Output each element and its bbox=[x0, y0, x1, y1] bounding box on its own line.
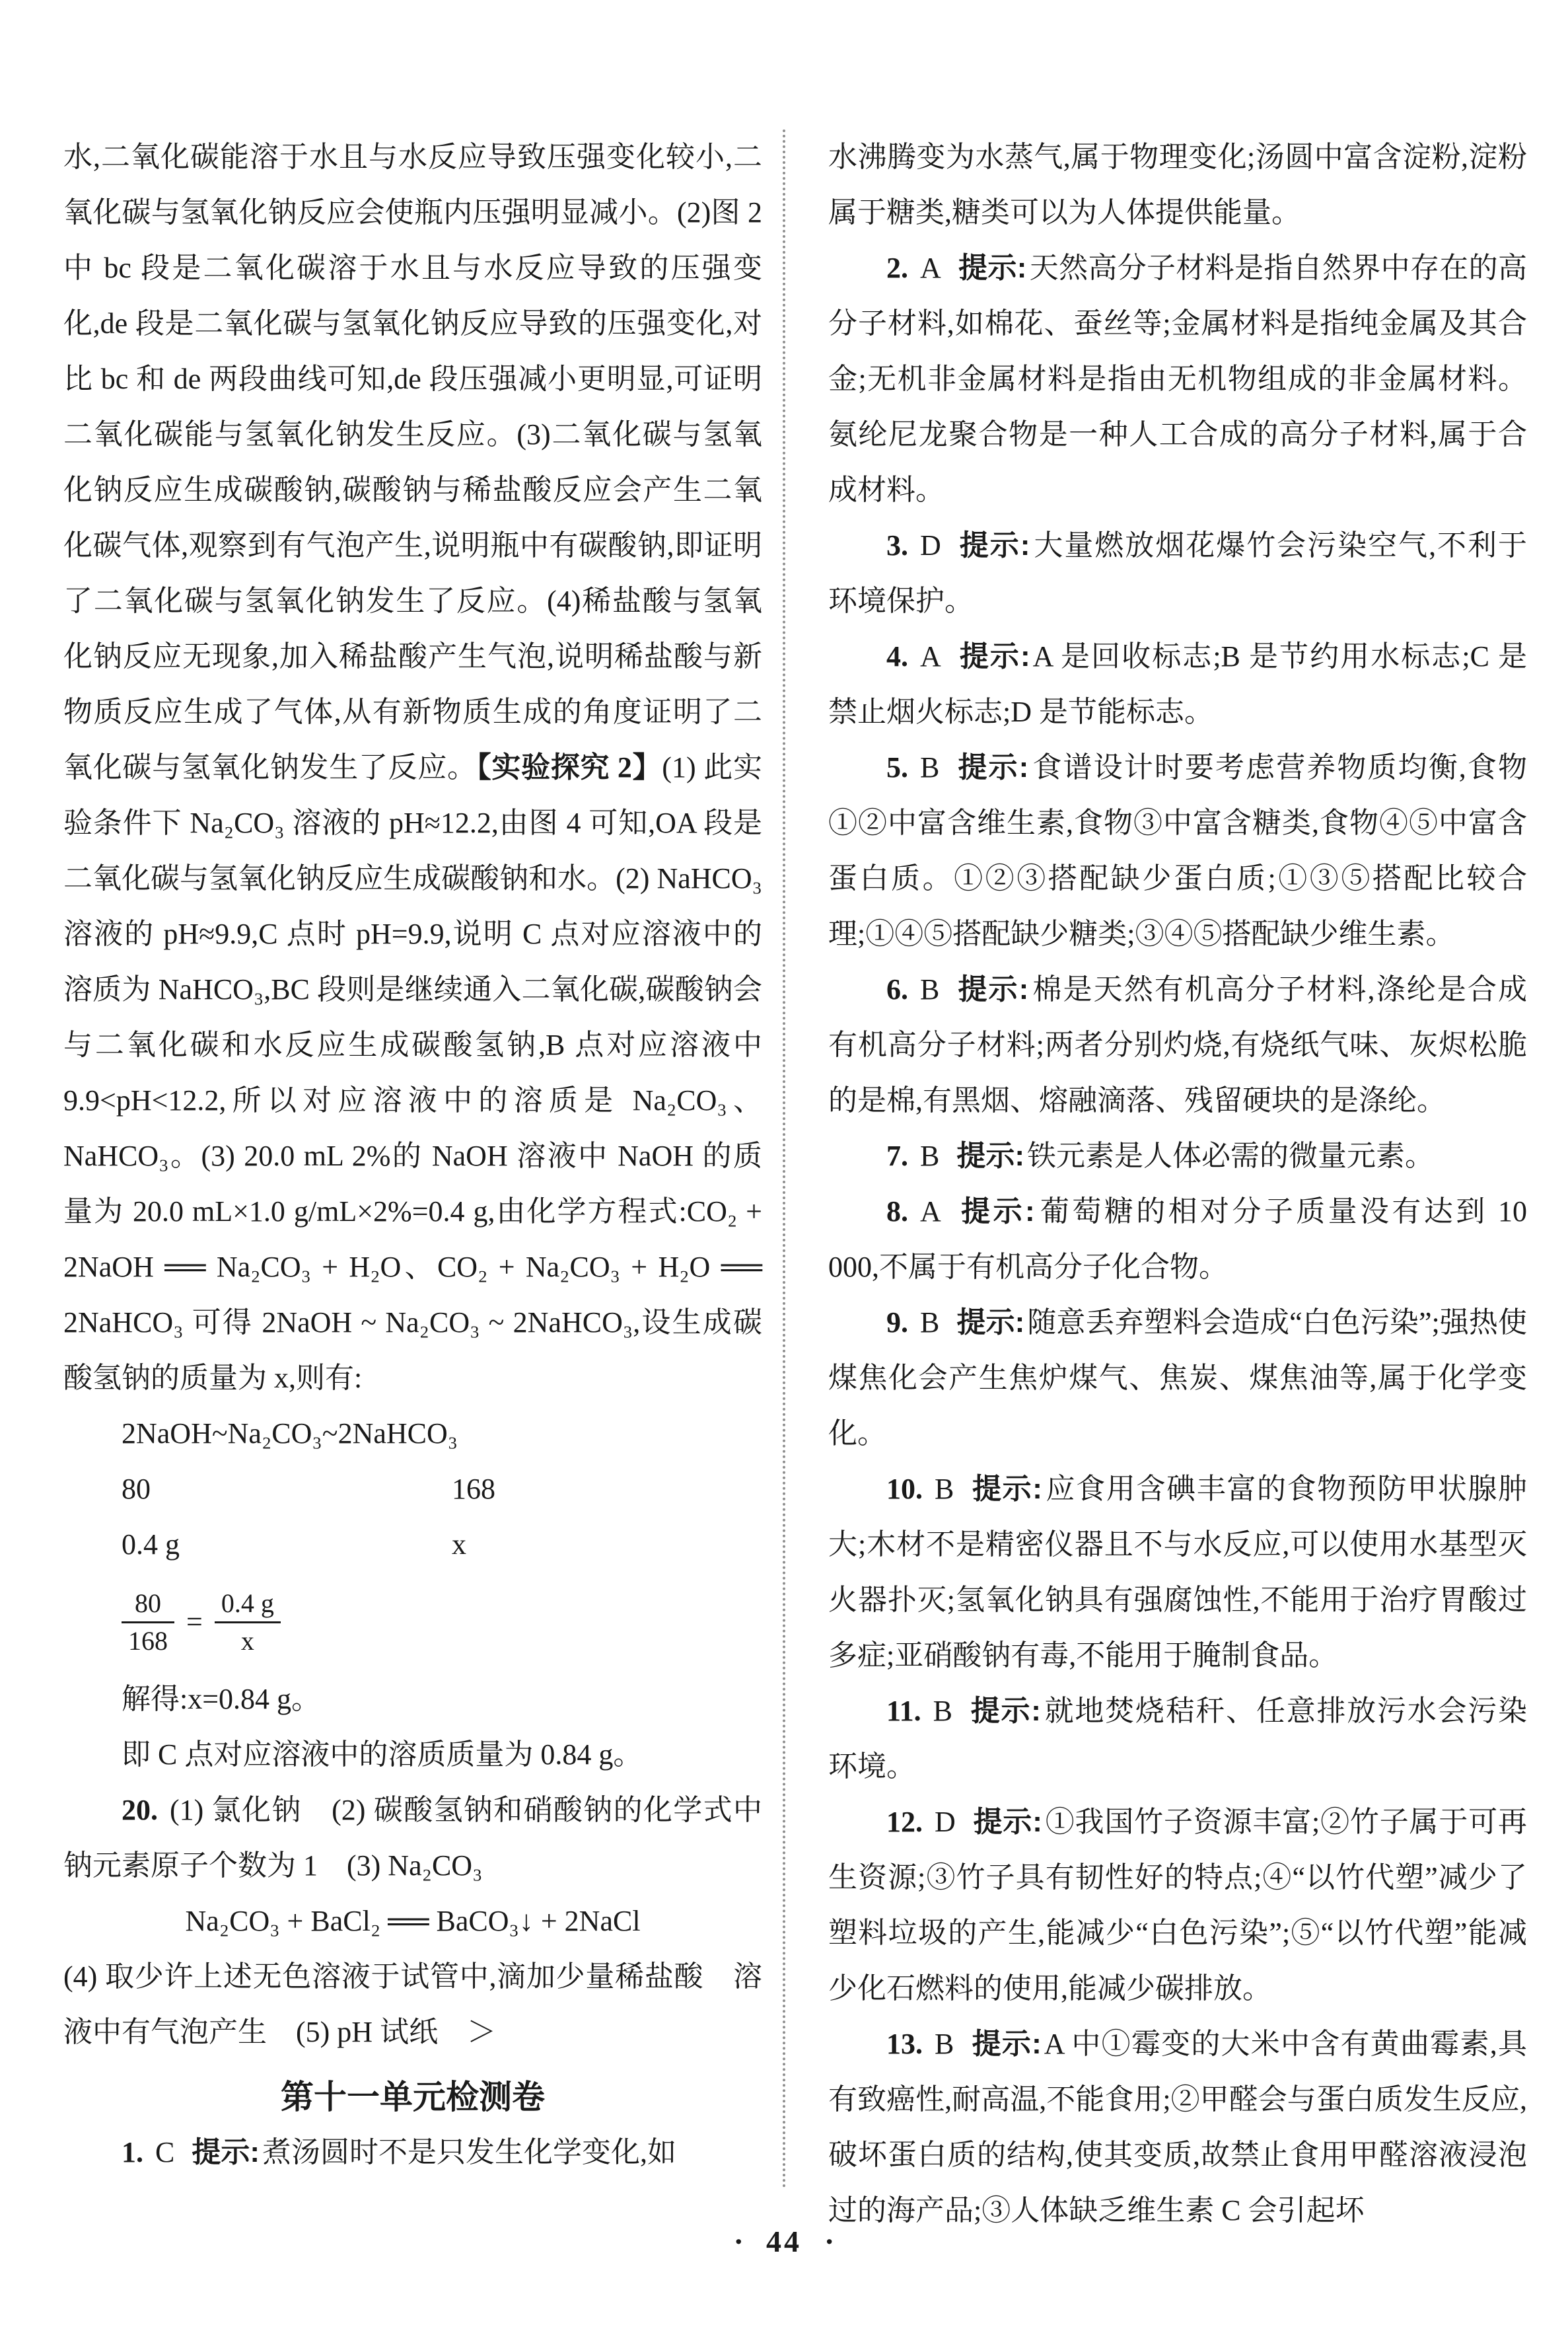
item-text: 就地焚烧秸秆、任意排放污水会污染环境。 bbox=[828, 1695, 1528, 1783]
item-number: 3. bbox=[886, 529, 908, 562]
continuation-paragraph: 水沸腾变为水蒸气,属于物理变化;汤圆中富含淀粉,淀粉属于糖类,糖类可以为人体提供能量。 bbox=[828, 141, 1527, 229]
answer-item-6 bbox=[828, 962, 1527, 1128]
right-column bbox=[828, 129, 1527, 2238]
page-number: 44 bbox=[766, 2225, 802, 2258]
item-number: 12. bbox=[886, 1806, 923, 1838]
item-answer: B bbox=[935, 2028, 954, 2060]
item-answer: A bbox=[920, 1195, 941, 1228]
item-answer: A bbox=[920, 252, 941, 284]
item-answer: D bbox=[920, 529, 941, 562]
experiment-explore-2-label: 【实验探究 2】 bbox=[476, 751, 662, 784]
fraction-right-denominator: x bbox=[240, 1625, 254, 1656]
item-text: 煮汤圆时不是只发生化学变化,如 bbox=[262, 2136, 677, 2168]
tip-label: 提示: bbox=[956, 751, 1029, 784]
explanation-paragraph bbox=[63, 129, 762, 1406]
item-number: 6. bbox=[886, 973, 908, 1006]
item-text: (4) 取少许上述无色溶液于试管中,滴加少量稀盐酸 溶液中有气泡产生 (5) pH 试纸 bbox=[63, 1960, 762, 2048]
equals-sign: = bbox=[186, 1605, 203, 1638]
fraction-left bbox=[122, 1586, 174, 1659]
answer-item-1 bbox=[63, 2125, 762, 2180]
item-number: 13. bbox=[886, 2028, 923, 2060]
item-answer: A bbox=[920, 640, 941, 673]
item-text: (1) 氯化钠 (2) 碳酸氢钠和硝酸钠的化学式中钠元素原子个数为 1 (3) Na₂CO₃ bbox=[63, 1794, 762, 1882]
tip-label: 提示: bbox=[971, 2028, 1042, 2060]
answer-item-5 bbox=[828, 740, 1527, 962]
tip-label: 提示: bbox=[969, 1695, 1041, 1727]
item-answer: D bbox=[935, 1806, 956, 1838]
tip-label: 提示: bbox=[956, 1306, 1025, 1339]
fraction-left-numerator: 80 bbox=[122, 1586, 174, 1623]
answer-item-11 bbox=[828, 1683, 1527, 1794]
item-answer: B bbox=[933, 1695, 952, 1727]
tip-label: 提示: bbox=[956, 973, 1029, 1006]
conclusion-line: 即 C 点对应溶液中的溶质质量为 0.84 g。 bbox=[122, 1738, 643, 1771]
footer-dot-right: · bbox=[824, 2225, 835, 2258]
item-text: 随意丢弃塑料会造成“白色污染”;强热使煤焦化会产生焦炉煤气、焦炭、煤焦油等,属于化学变化。 bbox=[828, 1306, 1527, 1450]
item-text: A 是回收标志;B 是节约用水标志;C 是禁止烟火标志;D 是节能标志。 bbox=[828, 640, 1528, 728]
tip-label: 提示: bbox=[958, 1195, 1035, 1228]
item-text: 应食用含碘丰富的食物预防甲状腺肿大;木材不是精密仪器且不与水反应,可以使用水基型灭火器扑灭;氢氧化钠具有强腐蚀性,不能用于治疗胃酸过多症;亚硝酸钠有毒,不能用于腌制食品。 bbox=[828, 1473, 1527, 1672]
item-number: 7. bbox=[886, 1140, 908, 1172]
flow-text-2: (1) 此实验条件下 Na₂CO₃ 溶液的 pH≈12.2,由图 4 可知,OA 段是二氧化碳与氢氧化钠反应生成碳酸钠和水。(2) NaHCO₃ 溶液的 pH≈9.9,C 点时 pH=9.9,说明 C 点对应溶液中的溶质为 NaHCO₃,BC 段则是继续通入二氧化碳,碳酸钠会与二氧化碳和水反应生成碳酸氢钠,B 点对应溶液中 9.9<pH<12.2,所以对应溶液中的溶质是 Na₂CO₃、NaHCO₃。(3) 20.0 mL 2%的 NaOH 溶液中 NaOH 的质量为 20.0 mL×1.0 g/mL×2%=0.4 g,由化学方程式:CO₂ + 2NaOH ══ Na₂CO₃ + H₂O、CO₂ + Na₂CO₃ + H₂O ══ 2NaHCO₃ 可得 2NaOH ~ Na₂CO₃ ~ 2NaHCO₃,设生成碳酸氢钠的质量为 x,则有: bbox=[63, 751, 762, 1394]
item-number: 10. bbox=[886, 1473, 923, 1505]
tip-label: 提示: bbox=[958, 529, 1030, 562]
item-text: 食谱设计时要考虑营养物质均衡,食物①②中富含维生素,食物③中富含糖类,食物④⑤中富含蛋白质。①②③搭配缺少蛋白质;①③⑤搭配比较合理;①④⑤搭配缺少糖类;③④⑤搭配缺少维生素。 bbox=[828, 751, 1527, 950]
item-number: 8. bbox=[886, 1195, 908, 1228]
item-number: 20. bbox=[122, 1794, 158, 1826]
proportion-equation bbox=[63, 1572, 762, 1672]
answer-item-9 bbox=[828, 1295, 1527, 1461]
item-text: 棉是天然有机高分子材料,涤纶是合成有机高分子材料;两者分别灼烧,有烧纸气味、灰烬松脆的是棉,有黑烟、熔融滴落、残留硬块的是涤纶。 bbox=[828, 973, 1527, 1117]
tip-label: 提示: bbox=[958, 640, 1030, 673]
item-text: 大量燃放烟花爆竹会污染空气,不利于环境保护。 bbox=[828, 529, 1528, 617]
item-answer: B bbox=[920, 751, 940, 784]
tip-label: 提示: bbox=[971, 1473, 1042, 1505]
section-header: 第十一单元检测卷 bbox=[281, 2079, 545, 2116]
molar-mass-nahco3: 168 bbox=[452, 1473, 495, 1505]
column-divider bbox=[783, 129, 785, 2190]
tip-label: 提示: bbox=[956, 1140, 1025, 1172]
item-number: 4. bbox=[886, 640, 908, 673]
item-number: 2. bbox=[886, 252, 908, 284]
actual-mass-naoh: 0.4 g bbox=[122, 1528, 180, 1561]
answer-item-12 bbox=[828, 1794, 1527, 2016]
answer-item-7 bbox=[828, 1128, 1527, 1184]
tip-label: 提示: bbox=[958, 252, 1027, 284]
item-answer: B bbox=[935, 1473, 954, 1505]
stoichiometry-actual-masses bbox=[63, 1517, 762, 1572]
item-text: ①我国竹子资源丰富;②竹子属于可再生资源;③竹子具有韧性好的特点;④“以竹代塑”减少了塑料垃圾的产生,能减少“白色污染”;⑤“以竹代塑”能减少化石燃料的使用,能减少碳排放。 bbox=[828, 1806, 1527, 2005]
item-answer: B bbox=[920, 1306, 940, 1339]
answer-item-20-continued bbox=[63, 1949, 762, 2060]
page-footer bbox=[0, 2224, 1568, 2259]
item-text: A 中①霉变的大米中含有黄曲霉素,具有致癌性,耐高温,不能食用;②甲醛会与蛋白质发生反应,破坏蛋白质的结构,使其变质,故禁止食用甲醛溶液浸泡过的海产品;③人体缺乏维生素 C 会引起坏 bbox=[828, 2028, 1527, 2227]
stoichiometry-molar-masses bbox=[63, 1461, 762, 1517]
solve-result: 解得:x=0.84 g。 bbox=[122, 1683, 321, 1715]
stoichiometry-relation: 2NaOH~Na₂CO₃~2NaHCO₃ bbox=[122, 1417, 458, 1450]
flow-text-1: 水,二氧化碳能溶于水且与水反应导致压强变化较小,二氧化碳与氢氧化钠反应会使瓶内压强明显减小。(2)图 2 中 bc 段是二氧化碳溶于水且与水反应导致的压强变化,de 段是二氧化碳与氢氧化钠反应导致的压强变化,对比 bc 和 de 两段曲线可知,de 段压强减小更明显,可证明二氧化碳能与氢氧化钠发生反应。(3)二氧化碳与氢氧化钠反应生成碳酸钠,碳酸钠与稀盐酸反应会产生二氧化碳气体,观察到有气泡产生,说明瓶中有碳酸钠,即证明了二氧化碳与氢氧化钠发生了反应。(4)稀盐酸与氢氧化钠反应无现象,加入稀盐酸产生气泡,说明稀盐酸与新物质反应生成了气体,从有新物质生成的角度证明了二氧化碳与氢氧化钠发生了反应。 bbox=[63, 141, 762, 784]
answer-item-3 bbox=[828, 518, 1527, 629]
fraction-left-denominator: 168 bbox=[128, 1625, 168, 1656]
item-number: 11. bbox=[886, 1695, 921, 1727]
left-column bbox=[63, 129, 762, 2180]
continuation-mark: ＞ bbox=[467, 2016, 497, 2048]
chemical-equation: Na₂CO₃ + BaCl₂ ══ BaCO₃↓ + 2NaCl bbox=[185, 1905, 641, 1937]
item-text: 葡萄糖的相对分子质量没有达到 10 000,不属于有机高分子化合物。 bbox=[828, 1195, 1528, 1283]
item-text: 天然高分子材料是指自然界中存在的高分子材料,如棉花、蚕丝等;金属材料是指纯金属及其合金;无机非金属材料是指由无机物组成的非金属材料。氨纶尼龙聚合物是一种人工合成的高分子材料,属于合成材料。 bbox=[828, 252, 1527, 506]
item-number: 1. bbox=[122, 2136, 143, 2168]
answer-item-2 bbox=[828, 240, 1527, 518]
item-number: 9. bbox=[886, 1306, 908, 1339]
unknown-mass-x: x bbox=[452, 1528, 466, 1561]
item-answer: B bbox=[920, 1140, 940, 1172]
item-number: 5. bbox=[886, 751, 908, 784]
fraction-right-numerator: 0.4 g bbox=[215, 1586, 281, 1623]
answer-item-4 bbox=[828, 629, 1527, 740]
tip-label: 提示: bbox=[972, 1806, 1042, 1838]
molar-mass-naoh: 80 bbox=[122, 1473, 151, 1505]
item-text: 铁元素是人体必需的微量元素。 bbox=[1027, 1140, 1435, 1172]
tip-label: 提示: bbox=[192, 2136, 260, 2168]
footer-dot-left: · bbox=[733, 2225, 744, 2258]
fraction-right bbox=[215, 1586, 281, 1659]
item-answer: C bbox=[155, 2136, 175, 2168]
answer-item-20 bbox=[63, 1783, 762, 1894]
answer-item-13 bbox=[828, 2016, 1527, 2238]
answer-item-10 bbox=[828, 1461, 1527, 1683]
answer-item-8 bbox=[828, 1184, 1527, 1295]
item-answer: B bbox=[920, 973, 940, 1006]
